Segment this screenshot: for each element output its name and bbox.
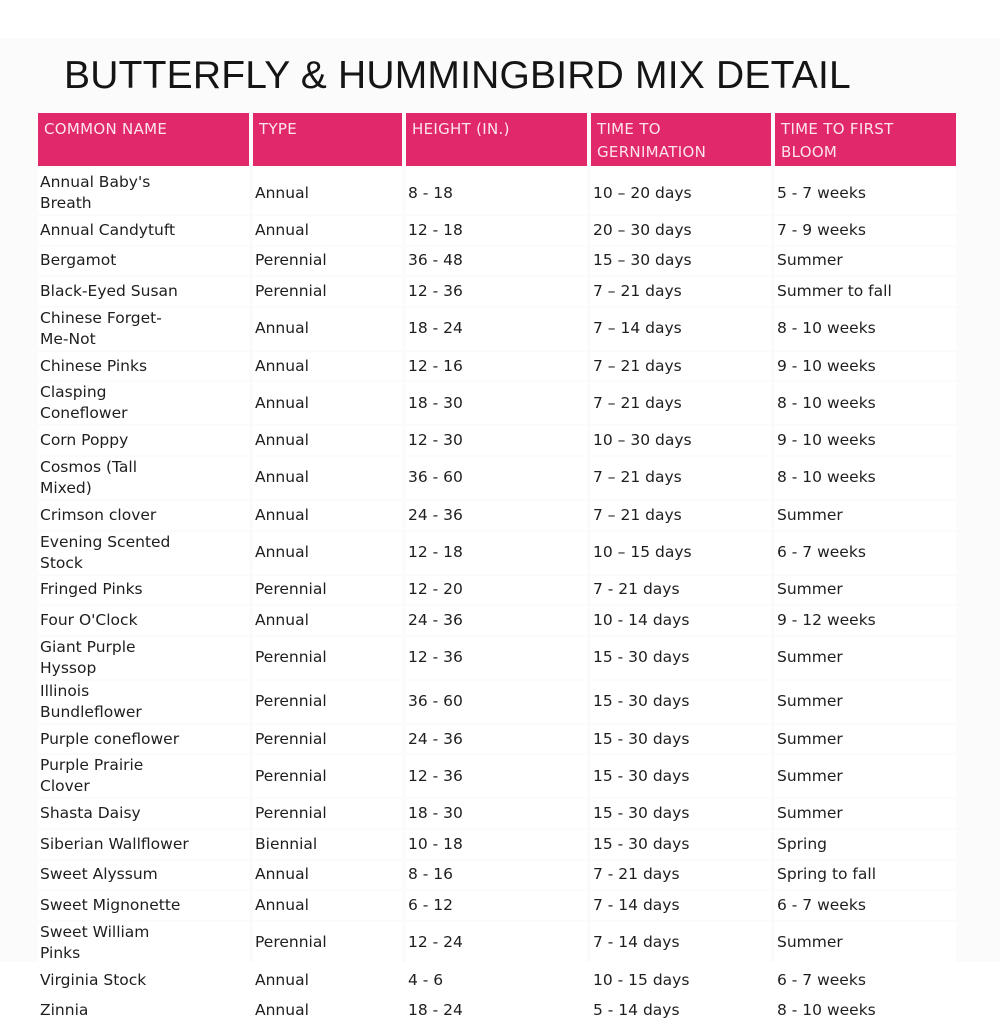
cell-common-name: Corn Poppy xyxy=(38,426,249,455)
cell-height: 6 - 12 xyxy=(406,891,587,920)
table-row xyxy=(38,637,956,679)
cell-type: Annual xyxy=(253,457,402,499)
cell-first-bloom: 8 - 10 weeks xyxy=(775,308,956,350)
cell-germination: 7 - 21 days xyxy=(591,861,771,890)
cell-germination: 15 – 30 days xyxy=(591,247,771,276)
table-row xyxy=(38,308,956,350)
cell-first-bloom: Summer xyxy=(775,799,956,828)
table-row xyxy=(38,247,956,276)
cell-germination: 10 – 30 days xyxy=(591,426,771,455)
cell-type: Perennial xyxy=(253,681,402,723)
table-row xyxy=(38,352,956,381)
table-row xyxy=(38,922,956,964)
cell-first-bloom: Summer xyxy=(775,576,956,605)
cell-first-bloom: 6 - 7 weeks xyxy=(775,966,956,995)
cell-type: Perennial xyxy=(253,799,402,828)
cell-first-bloom: 8 - 10 weeks xyxy=(775,382,956,424)
table-row xyxy=(38,966,956,995)
cell-height: 12 - 16 xyxy=(406,352,587,381)
cell-height: 18 - 30 xyxy=(406,799,587,828)
cell-first-bloom: Spring to fall xyxy=(775,861,956,890)
cell-common-name: Bergamot xyxy=(38,247,249,276)
cell-type: Perennial xyxy=(253,576,402,605)
table-header-row xyxy=(38,113,956,166)
cell-type: Annual xyxy=(253,532,402,574)
cell-common-name: Zinnia xyxy=(38,996,249,1025)
cell-common-name: Annual Baby's Breath xyxy=(38,168,249,214)
cell-common-name: Giant Purple Hyssop xyxy=(38,637,249,679)
cell-common-name: Fringed Pinks xyxy=(38,576,249,605)
cell-common-name: Sweet Mignonette xyxy=(38,891,249,920)
cell-germination: 10 – 15 days xyxy=(591,532,771,574)
cell-first-bloom: Summer xyxy=(775,755,956,797)
cell-germination: 7 – 21 days xyxy=(591,501,771,530)
cell-common-name: Evening Scented Stock xyxy=(38,532,249,574)
cell-type: Perennial xyxy=(253,277,402,306)
cell-first-bloom: 9 - 10 weeks xyxy=(775,426,956,455)
cell-height: 36 - 48 xyxy=(406,247,587,276)
table-body xyxy=(38,168,956,1025)
cell-common-name: Clasping Coneflower xyxy=(38,382,249,424)
cell-common-name: Cosmos (Tall Mixed) xyxy=(38,457,249,499)
cell-type: Annual xyxy=(253,308,402,350)
column-header-first-bloom: TIME TO FIRST BLOOM xyxy=(775,113,956,166)
cell-height: 8 - 18 xyxy=(406,168,587,214)
table-row xyxy=(38,382,956,424)
cell-first-bloom: Summer xyxy=(775,922,956,964)
cell-common-name: Four O'Clock xyxy=(38,606,249,635)
cell-type: Annual xyxy=(253,891,402,920)
page-title: BUTTERFLY & HUMMINGBIRD MIX DETAIL xyxy=(64,54,851,97)
cell-type: Perennial xyxy=(253,922,402,964)
cell-first-bloom: Summer xyxy=(775,681,956,723)
table-row xyxy=(38,216,956,245)
cell-first-bloom: 6 - 7 weeks xyxy=(775,891,956,920)
cell-germination: 10 - 15 days xyxy=(591,966,771,995)
cell-first-bloom: 8 - 10 weeks xyxy=(775,457,956,499)
cell-height: 12 - 36 xyxy=(406,755,587,797)
cell-type: Annual xyxy=(253,966,402,995)
cell-germination: 7 – 21 days xyxy=(591,457,771,499)
cell-germination: 10 – 20 days xyxy=(591,168,771,214)
column-header-height: HEIGHT (IN.) xyxy=(406,113,587,166)
cell-first-bloom: Summer xyxy=(775,637,956,679)
cell-type: Annual xyxy=(253,168,402,214)
cell-germination: 15 - 30 days xyxy=(591,830,771,859)
cell-height: 24 - 36 xyxy=(406,725,587,754)
cell-type: Annual xyxy=(253,382,402,424)
cell-first-bloom: 8 - 10 weeks xyxy=(775,996,956,1025)
cell-type: Annual xyxy=(253,216,402,245)
cell-germination: 7 – 21 days xyxy=(591,382,771,424)
cell-first-bloom: Summer to fall xyxy=(775,277,956,306)
cell-common-name: Sweet William Pinks xyxy=(38,922,249,964)
column-header-common-name: COMMON NAME xyxy=(38,113,249,166)
cell-germination: 15 - 30 days xyxy=(591,637,771,679)
cell-germination: 15 - 30 days xyxy=(591,725,771,754)
table-row xyxy=(38,277,956,306)
cell-first-bloom: 7 - 9 weeks xyxy=(775,216,956,245)
cell-height: 24 - 36 xyxy=(406,606,587,635)
cell-type: Perennial xyxy=(253,247,402,276)
table-row xyxy=(38,426,956,455)
column-header-type: TYPE xyxy=(253,113,402,166)
cell-germination: 20 – 30 days xyxy=(591,216,771,245)
cell-first-bloom: 6 - 7 weeks xyxy=(775,532,956,574)
cell-type: Annual xyxy=(253,426,402,455)
cell-type: Annual xyxy=(253,352,402,381)
cell-height: 12 - 36 xyxy=(406,637,587,679)
cell-height: 18 - 30 xyxy=(406,382,587,424)
cell-height: 12 - 24 xyxy=(406,922,587,964)
cell-common-name: Virginia Stock xyxy=(38,966,249,995)
cell-height: 12 - 18 xyxy=(406,216,587,245)
cell-common-name: Black-Eyed Susan xyxy=(38,277,249,306)
cell-common-name: Siberian Wallflower xyxy=(38,830,249,859)
cell-first-bloom: Summer xyxy=(775,247,956,276)
table-row xyxy=(38,891,956,920)
cell-first-bloom: 9 - 12 weeks xyxy=(775,606,956,635)
table-row xyxy=(38,168,956,214)
cell-germination: 15 - 30 days xyxy=(591,799,771,828)
cell-type: Annual xyxy=(253,861,402,890)
cell-type: Perennial xyxy=(253,755,402,797)
cell-germination: 5 - 14 days xyxy=(591,996,771,1025)
cell-first-bloom: Summer xyxy=(775,501,956,530)
cell-height: 10 - 18 xyxy=(406,830,587,859)
cell-first-bloom: 9 - 10 weeks xyxy=(775,352,956,381)
cell-common-name: Sweet Alyssum xyxy=(38,861,249,890)
table-row xyxy=(38,606,956,635)
table-row xyxy=(38,755,956,797)
cell-type: Perennial xyxy=(253,725,402,754)
table-row xyxy=(38,996,956,1025)
table-row xyxy=(38,501,956,530)
cell-type: Perennial xyxy=(253,637,402,679)
cell-germination: 7 – 21 days xyxy=(591,352,771,381)
cell-germination: 7 - 21 days xyxy=(591,576,771,605)
cell-common-name: Chinese Forget-Me-Not xyxy=(38,308,249,350)
cell-common-name: Purple coneflower xyxy=(38,725,249,754)
table-row xyxy=(38,725,956,754)
cell-height: 4 - 6 xyxy=(406,966,587,995)
cell-height: 12 - 36 xyxy=(406,277,587,306)
cell-germination: 10 - 14 days xyxy=(591,606,771,635)
cell-common-name: Illinois Bundleflower xyxy=(38,681,249,723)
plant-mix-table xyxy=(34,111,960,1027)
cell-height: 12 - 18 xyxy=(406,532,587,574)
cell-height: 36 - 60 xyxy=(406,681,587,723)
cell-common-name: Purple Prairie Clover xyxy=(38,755,249,797)
table-row xyxy=(38,681,956,723)
table-row xyxy=(38,576,956,605)
cell-germination: 15 - 30 days xyxy=(591,681,771,723)
cell-germination: 15 - 30 days xyxy=(591,755,771,797)
cell-height: 24 - 36 xyxy=(406,501,587,530)
cell-germination: 7 – 21 days xyxy=(591,277,771,306)
cell-height: 18 - 24 xyxy=(406,308,587,350)
cell-type: Biennial xyxy=(253,830,402,859)
cell-germination: 7 – 14 days xyxy=(591,308,771,350)
cell-type: Annual xyxy=(253,606,402,635)
table-row xyxy=(38,457,956,499)
cell-type: Annual xyxy=(253,501,402,530)
cell-first-bloom: Spring xyxy=(775,830,956,859)
cell-germination: 7 - 14 days xyxy=(591,922,771,964)
table-row xyxy=(38,799,956,828)
cell-first-bloom: Summer xyxy=(775,725,956,754)
cell-first-bloom: 5 - 7 weeks xyxy=(775,168,956,214)
table-row xyxy=(38,861,956,890)
cell-common-name: Crimson clover xyxy=(38,501,249,530)
cell-common-name: Chinese Pinks xyxy=(38,352,249,381)
cell-height: 12 - 20 xyxy=(406,576,587,605)
cell-height: 18 - 24 xyxy=(406,996,587,1025)
cell-height: 36 - 60 xyxy=(406,457,587,499)
cell-height: 12 - 30 xyxy=(406,426,587,455)
table-row xyxy=(38,532,956,574)
cell-common-name: Shasta Daisy xyxy=(38,799,249,828)
cell-common-name: Annual Candytuft xyxy=(38,216,249,245)
cell-height: 8 - 16 xyxy=(406,861,587,890)
table-row xyxy=(38,830,956,859)
cell-germination: 7 - 14 days xyxy=(591,891,771,920)
column-header-germination: TIME TO GERNIMATION xyxy=(591,113,771,166)
cell-type: Annual xyxy=(253,996,402,1025)
